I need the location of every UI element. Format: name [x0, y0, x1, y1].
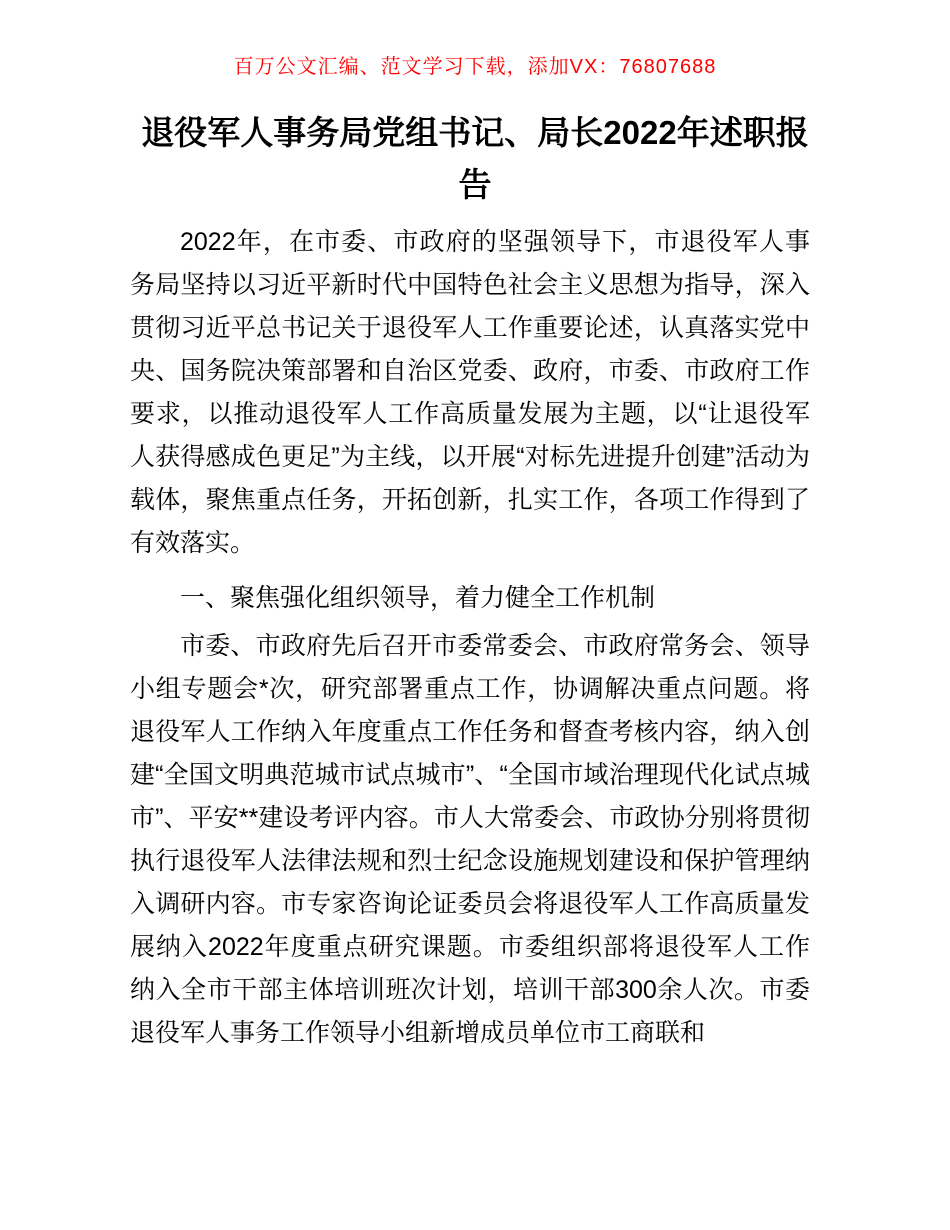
section-heading-1: 一、聚焦强化组织领导，着力健全工作机制: [180, 584, 656, 612]
paragraph-section-1: 市委、市政府先后召开市委常委会、市政府常务会、领导小组专题会*次，研究部署重点工作，协调解决重点问题。将退役军人工作纳入年度重点工作任务和督查考核内容，纳入创建“全国文明典范城市试点城市”、“全国市域治理现代化试点城市”、平安**建设考评内容。市人大常委会、市政协分别将贯彻执行退役军人法律法规和烈士纪念设施规划建设和保护管理纳入调研内容。市专家咨询论证委员会将退役军人工作高质量发展纳入2022年度重点研究课题。市委组织部将退役军人工作纳入全市干部主体培训班次计划，培训干部300余人次。市委退役军人事务工作领导小组新增成员单位市工商联和: [130, 632, 810, 1047]
watermark-text: 百万公文汇编、范文学习下载，添加VX：76807688: [233, 56, 717, 78]
document-body: [130, 221, 810, 1055]
paragraph-intro: 2022年，在市委、市政府的坚强领导下，市退役军人事务局坚持以习近平新时代中国特色社会主义思想为指导，深入贯彻习近平总书记关于退役军人工作重要论述，认真落实党中央、国务院决策部署和自治区党委、政府，市委、市政府工作要求，以推动退役军人工作高质量发展为主题，以“让退役军人获得感成色更足”为主线，以开展“对标先进提升创建”活动为载体，聚焦重点任务，开拓创新，扎实工作，各项工作得到了有效落实。: [130, 228, 810, 557]
document-title: 退役军人事务局党组书记、局长2022年述职报告: [141, 114, 809, 203]
